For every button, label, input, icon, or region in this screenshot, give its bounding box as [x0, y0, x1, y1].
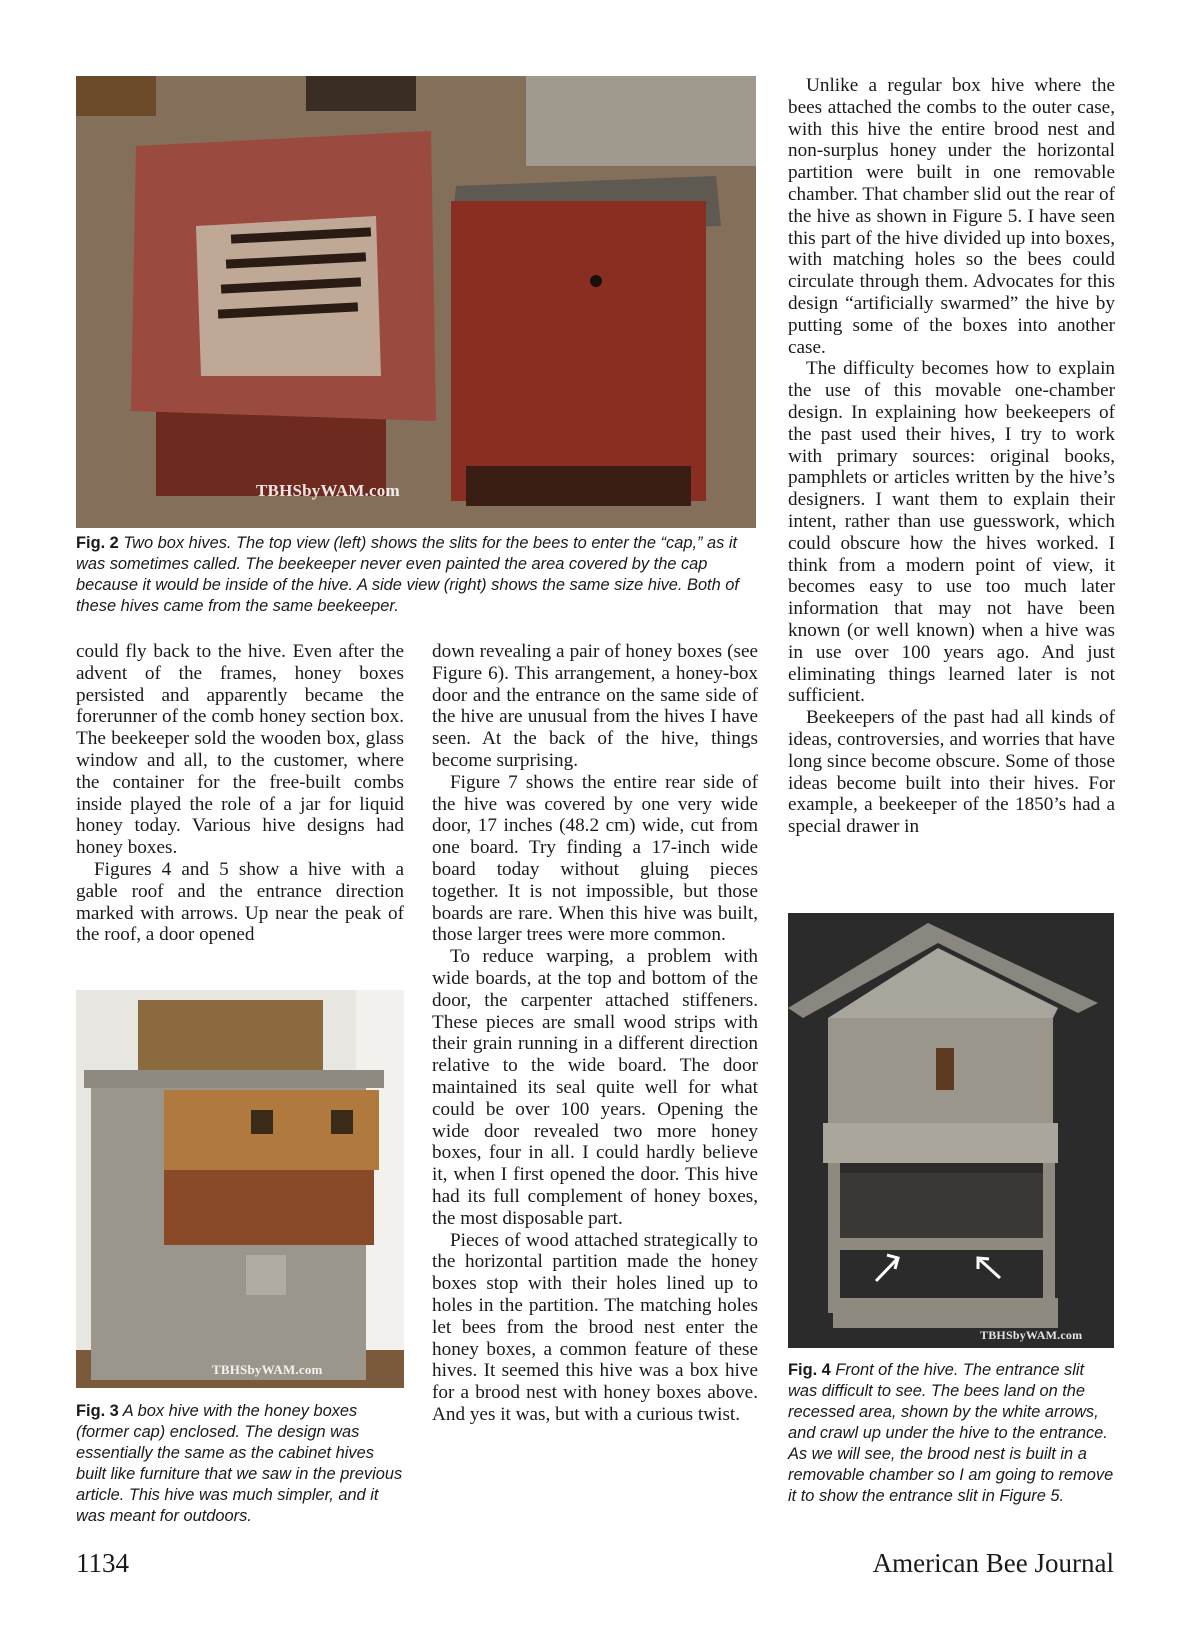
- fig3-watermark: TBHSbyWAM.com: [212, 1362, 323, 1377]
- fig2-caption: [76, 533, 758, 617]
- col2-paragraph: Pieces of wood attached strategically to the horizontal partition made the honey boxes stop with their holes lined up to holes in the partition. The matching holes let bees from the brood nest enter the honey boxes, a common feature of these hives. It seemed this hive was a box hive for a brood nest with honey boxes above. And yes it was, but with a curious twist.: [432, 1229, 758, 1425]
- fig3-label: Fig. 3: [76, 1402, 119, 1420]
- fig3-caption: [76, 1401, 404, 1527]
- col2-paragraph: To reduce warping, a problem with wide boards, at the top and bottom of the door, the carpenter attached stiffeners. These pieces are small wood strips with their grain running in a different direction relative to the wide board. The door maintained its seal quite well for what could be over 100 years. Opening the wide door revealed two more honey boxes, four in all. I could hardly believe it, when I first opened the door. This hive had its full complement of honey boxes, the most disposable part.: [432, 946, 758, 1229]
- fig4-photo: [788, 913, 1114, 1348]
- fig4-hive-illustration: [788, 913, 1114, 1348]
- article-column-3: [788, 75, 1115, 838]
- journal-name: American Bee Journal: [872, 1548, 1114, 1578]
- fig4-caption-text: Front of the hive. The entrance slit was difficult to see. The bees land on the recessed area, shown by the white arrows, and crawl up under the hive to the entrance. As we will see, the brood nest is built in a removable chamber so I am going to remove it to show the entrance slit in Figure 5.: [788, 1361, 1114, 1505]
- col1-paragraph: could fly back to the hive. Even after the advent of the frames, honey boxes persisted and apparently became the forerunner of the comb honey section box. The beekeeper sold the wooden box, glass window and all, to the customer, where the container for the free-built combs inside played the role of a jar for liquid honey today. Various hive designs had honey boxes.: [76, 641, 404, 859]
- col1-paragraph: Figures 4 and 5 show a hive with a gable roof and the entrance direction marked with arrows. Up near the peak of the roof, a door opened: [76, 858, 404, 946]
- fig4-watermark: TBHSbyWAM.com: [980, 1328, 1083, 1342]
- fig2-caption-text: Two box hives. The top view (left) shows the slits for the bees to enter the “cap,” as it was sometimes called. The beekeeper never even painted the area covered by the cap because it would be inside of the hive. A side view (right) shows the same size hive. Both of these hives came from the same beekeeper.: [76, 534, 739, 615]
- fig4-caption: [788, 1360, 1114, 1507]
- fig4-label: Fig. 4: [788, 1361, 831, 1379]
- fig2-photo: [76, 76, 756, 528]
- col2-paragraph: Figure 7 shows the entire rear side of the hive was covered by one very wide door, 17 inches (48.2 cm) wide, cut from one board. Try finding a 17-inch wide board today without gluing pieces together. It is not impossible, but those boards are rare. When this hive was built, those larger trees were more common.: [432, 771, 758, 946]
- fig2-watermark: TBHSbyWAM.com: [256, 481, 400, 500]
- col3-paragraph: Unlike a regular box hive where the bees attached the combs to the outer case, with this hive the entire brood nest and non-surplus honey under the horizontal partition were built in one removable chamber. That chamber slid out the rear of the hive as shown in Figure 5. I have seen this part of the hive divided up into boxes, with matching holes so the bees could circulate through them. Advocates for this design “artificially swarmed” the hive by putting some of the boxes into another case.: [788, 75, 1115, 358]
- fig2-hives-illustration: [76, 76, 756, 528]
- article-column-2: [432, 641, 758, 1426]
- col2-paragraph: down revealing a pair of honey boxes (see Figure 6). This arrangement, a honey-box door and the entrance on the same side of the hive are unusual from the hives I have seen. At the back of the hive, things become surprising.: [432, 641, 758, 771]
- fig3-photo: [76, 990, 404, 1388]
- col3-paragraph: The difficulty becomes how to explain the use of this movable one-chamber design. In explaining how beekeepers of the past used their hives, I try to work with primary sources: original books, pamphlets or articles written by the hive’s designers. I want them to explain their intent, rather than use guesswork, which could obscure how the hives worked. I think from a modern point of view, it becomes easy to use too much later information that may not have been known (or well known) when a hive was in use over 100 years ago. And just eliminating things learned later is not sufficient.: [788, 358, 1115, 707]
- article-column-1: [76, 641, 404, 946]
- page-number: 1134: [76, 1548, 129, 1578]
- fig2-label: Fig. 2: [76, 534, 119, 552]
- col3-paragraph: Beekeepers of the past had all kinds of ideas, controversies, and worries that have long since become obscure. Some of those ideas become built into their hives. For example, a beekeeper of the 1850’s had a special drawer in: [788, 707, 1115, 838]
- fig3-hive-illustration: [76, 990, 404, 1388]
- fig3-caption-text: A box hive with the honey boxes (former cap) enclosed. The design was essentially the same as the cabinet hives built like furniture that we saw in the previous article. This hive was much simpler, and it was meant for outdoors.: [76, 1402, 403, 1525]
